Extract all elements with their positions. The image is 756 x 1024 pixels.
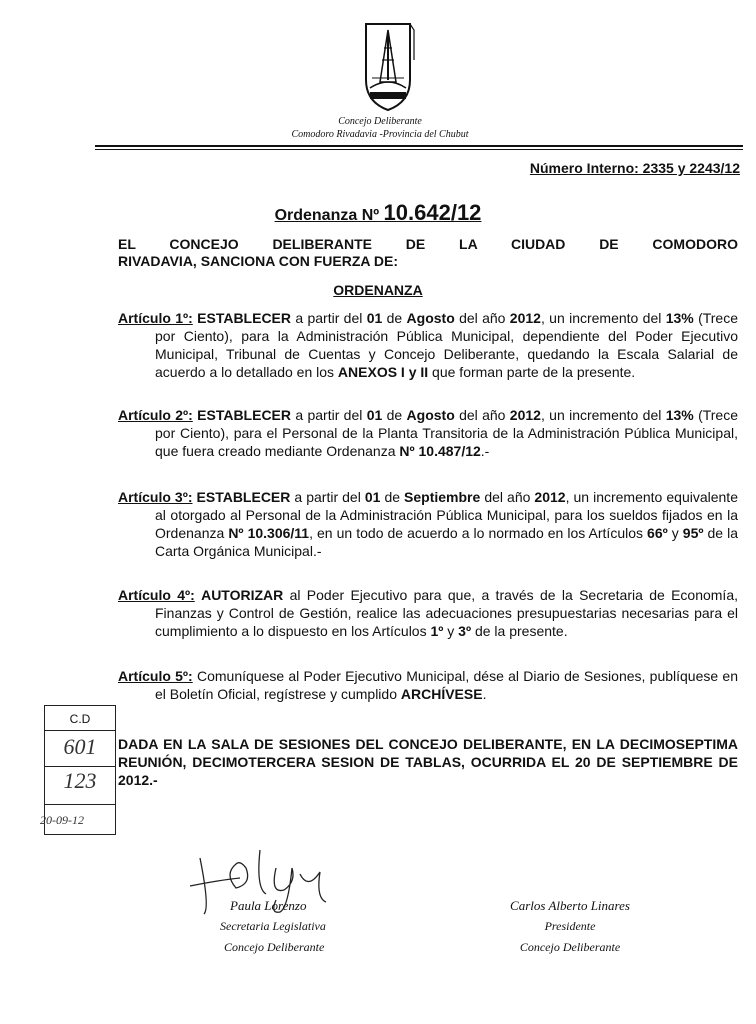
signer-right-role: Presidente [544,919,596,933]
article-label: Artículo 5º: [118,668,193,684]
ordinance-title [0,200,756,226]
ordinance-prefix: Ordenanza Nº [274,207,380,224]
stamp-date: 20-09-12 [40,813,84,827]
stamp-divider [45,730,115,731]
signer-left-org: Concejo Deliberante [224,940,325,954]
stamp-divider [45,804,115,805]
internal-number: Número Interno: 2335 y 2243/12 [529,160,740,176]
header-rule-thin [95,149,743,150]
municipal-crest-logo [360,20,416,112]
intro-statement [118,236,738,270]
article-2: Artículo 2º: ESTABLECER a partir del 01 de Agosto del año 2012, un incremento del 13% (Trece por Ciento), para el Personal de la Planta Transitoria de la Administración Pública Municipal, que fuera creado mediante Ordenanza Nº 10.487/12.- [118,407,738,459]
header-rule-thick [95,145,743,147]
article-3: Artículo 3º: ESTABLECER a partir del 01 de Septiembre del año 2012, un incremento equivalente al otorgado al Personal de la Administración Pública Municipal, para los sueldos fijados en la Ordenanza Nº 10.306/11, en un todo de acuerdo a lo normado en los Artículos 66º y 95º de la Carta Orgánica Municipal.- [118,489,739,559]
article-label: Artículo 2º: [118,407,193,423]
article-label: Artículo 1º: [118,310,193,326]
signer-right-name: Carlos Alberto Linares [510,898,630,913]
institution-location: Comodoro Rivadavia -Provincia del Chubut [291,129,469,140]
stamp-folio: 601 [63,734,97,759]
signer-left-role: Secretaria Legislativa [220,919,326,933]
ordinance-number: 10.642/12 [383,200,482,225]
article-4: Artículo 4º: AUTORIZAR al Poder Ejecutivo para que, a través de la Secretaria de Economía, Finanzas y Control de Gestión, realice las adecuaciones presupuestarias necesarias para el cumplimiento a lo dispuesto en los Artículos 1º y 3º de la presente. [118,587,739,639]
section-title: ORDENANZA [333,282,423,298]
institution-name: Concejo Deliberante [338,116,422,127]
stamp-header: C.D [69,712,91,726]
article-5: Artículo 5º: Comuníquese al Poder Ejecutivo Municipal, dése al Diario de Sesiones, publíquese en el Boletín Oficial, regístrese y cumplido ARCHÍVESE. [118,668,738,702]
stamp-sub-number: 123 [63,768,97,793]
intro-line-2: RIVADAVIA, SANCIONA CON FUERZA DE: [118,253,398,269]
closing-statement: DADA EN LA SALA DE SESIONES DEL CONCEJO DELIBERANTE, EN LA DECIMOSEPTIMA REUNIÓN, DECIMOTERCERA SESION DE TABLAS, OCURRIDA EL 20 DE SEPTIEMBRE DE 2012.- [118,736,738,788]
stamp-divider [45,766,115,767]
article-label: Artículo 4º: [118,587,195,603]
signer-left-name: Paula Lorenzo [230,898,307,913]
article-label: Artículo 3º: [118,489,193,505]
intro-line-1: EL CONCEJO DELIBERANTE DE LA CIUDAD DE COMODORO [118,236,738,252]
signer-right-org: Concejo Deliberante [519,940,621,954]
article-1: Artículo 1º: ESTABLECER a partir del 01 de Agosto del año 2012, un incremento del 13% (Trece por Ciento), para la Administración Pública Municipal, dependiente del Poder Ejecutivo Municipal, Tribunal de Cuentas y Concejo Deliberante, quedando la Escala Salarial de acuerdo a lo detallado en los ANEXOS I y II que forman parte de la presente. [118,310,738,380]
